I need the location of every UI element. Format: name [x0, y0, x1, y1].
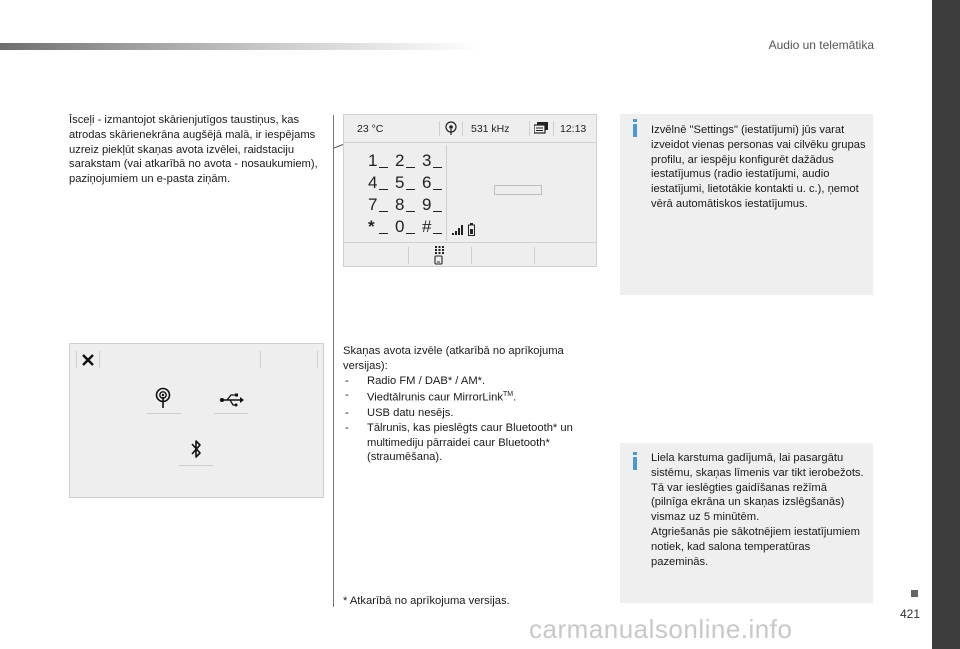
section-title: Audio un telemātika [768, 38, 874, 52]
list-item: - Tālrunis, kas pieslēgts caur Bluetooth* un multimediju pārraidei caur Bluetooth* (straumēšana). [343, 421, 598, 465]
keypad-phone-icon[interactable] [433, 246, 446, 265]
key-6[interactable]: 6 [422, 173, 431, 193]
key-hash[interactable]: # [422, 217, 431, 237]
page-edge-strip [932, 0, 960, 649]
info-box-settings [620, 114, 873, 295]
battery-icon [468, 223, 475, 236]
info-icon [633, 124, 637, 137]
key-4[interactable]: 4 [368, 173, 377, 193]
message-icon[interactable] [534, 122, 549, 135]
key-0[interactable]: 0 [395, 217, 404, 237]
touchscreen-phone-view [343, 114, 597, 267]
shortcut-paragraph: Īsceļi - izmantojot skārienjutīgos taustiņus, kas atrodas skārienekrāna augšējā malā, ir iespējams uzreiz piekļūt skaņas avota izvēlei, raidstaciju sarakstam (vai atkarībā no avota - nosaukumiem), paziņojumiem un e-pasta ziņām. [69, 114, 318, 186]
header-gradient-bar [0, 43, 480, 50]
footnote: * Atkarībā no aprīkojuma versijas. [343, 595, 510, 607]
phone-keypad [364, 145, 447, 241]
info-heat-text: Liela karstuma gadījumā, lai pasargātu sistēmu, skaņas līmenis var tikt ierobežots. Tā var ieslēgties gaidīšanas režīmā (pilnīga ekrāna un skaņas izslēgšanās) vismaz uz 5 minūtēm. Atgriešanās pie sākotnējiem iestatījumiem notiek, kad salona temperatūras pazeminās. [651, 452, 864, 568]
key-2[interactable]: 2 [395, 151, 404, 171]
key-5[interactable]: 5 [395, 173, 404, 193]
usb-icon[interactable] [220, 393, 244, 407]
watermark: carmanualsonline.info [529, 614, 793, 644]
screen-bottom-bar [344, 242, 596, 268]
key-9[interactable]: 9 [422, 195, 431, 215]
radio-icon[interactable] [155, 387, 171, 409]
info-settings-text: Izvēlnē "Settings" (iestatījumi) jūs varat izveidot vienas personas vai cilvēku grupas profilu, ar iespēju konfigurēt dažādus iestatījumus (radio iestatījumi, audio iestatījumi, lietotākie kontakti u. c.), ņemot vērā automātiskos iestatījumus. [651, 124, 866, 210]
signal-icon [452, 225, 464, 235]
info-box-heat [620, 443, 873, 603]
empty-display-field [494, 185, 542, 195]
key-8[interactable]: 8 [395, 195, 404, 215]
source-selection-text [343, 344, 598, 465]
source-intro: Skaņas avota izvēle (atkarībā no aprīkojuma versijas): [343, 345, 564, 372]
source-list [343, 374, 598, 466]
list-item: - Viedtālrunis caur MirrorLink™. [343, 388, 598, 406]
screen-status-bar [344, 115, 596, 143]
radio-icon[interactable] [444, 121, 458, 136]
info-icon [633, 457, 637, 470]
key-3[interactable]: 3 [422, 151, 431, 171]
column-divider [333, 115, 334, 607]
list-item: - Radio FM / DAB* / AM*. [343, 374, 598, 389]
clock-readout: 12:13 [560, 123, 587, 135]
page-marker [911, 590, 918, 597]
key-1[interactable]: 1 [368, 151, 377, 171]
close-icon[interactable] [82, 354, 94, 366]
frequency-readout: 531 kHz [471, 123, 510, 135]
touchscreen-source-view [69, 343, 324, 498]
list-item: - USB datu nesējs. [343, 406, 598, 421]
key-star[interactable]: * [368, 217, 375, 237]
page-number: 421 [899, 607, 920, 621]
key-7[interactable]: 7 [368, 195, 377, 215]
temperature-readout: 23 °C [357, 123, 384, 135]
bluetooth-icon[interactable] [190, 439, 202, 459]
